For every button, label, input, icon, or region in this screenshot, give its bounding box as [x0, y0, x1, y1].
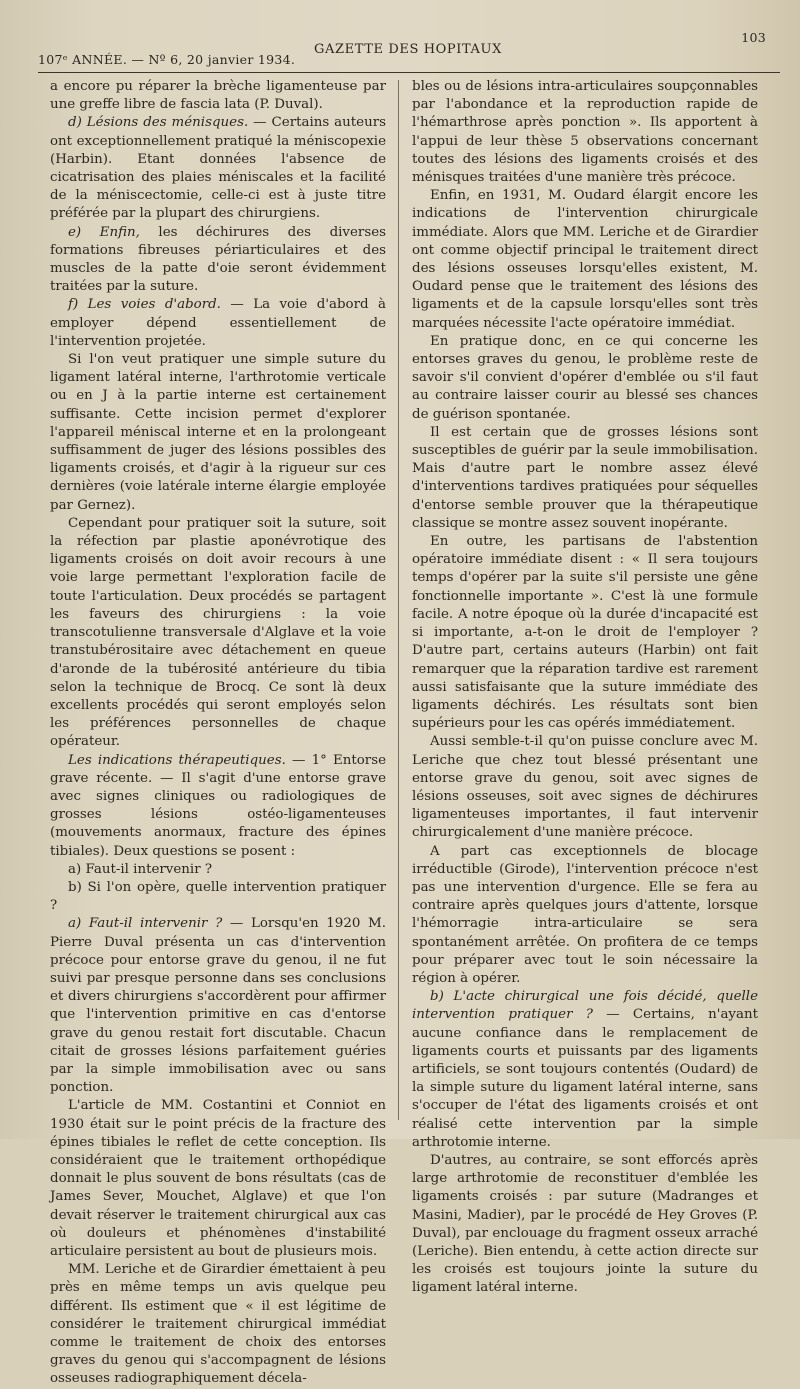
issue-line: 107ᵉ ANNÉE. — Nº 6, 20 janvier 1934.	[38, 52, 296, 67]
paragraph-text: — Certains, n'ayant aucune confiance dans le remplacement de ligaments courts et puissants par des ligaments artificiels, se sont toujours contentés (Oudard) de la simple suture du ligament latéral interne, sans s'occuper de l'état des ligaments croisés et ont réalisé cette intervention par la simple arthrotomie interne.	[412, 1007, 758, 1150]
paragraph-text: — La voie d'abord à employer dépend essentiellement de l'intervention projetée.	[50, 297, 386, 349]
paragraph	[412, 424, 758, 533]
paragraph-lead: Les indications thérapeutiques.	[68, 752, 286, 768]
paragraph	[412, 1152, 758, 1298]
journal-title: GAZETTE DES HOPITAUX	[314, 42, 502, 57]
paragraph-text: les déchirures des diverses formations fibreuses périarticulaires et des muscles de la patte d'oie seront évidemment traitées par la suture.	[50, 224, 386, 295]
paragraph-text: Si l'on veut pratiquer une simple suture du ligament latéral interne, l'arthrotomie verticale ou en J à la partie interne est certainement suffisante. Cette incision permet d'explorer l'appareil méniscal interne et en la prolongeant suffisamment de juger des lésions possibles des ligaments croisés, et d'agir à la rigueur sur ces dernières (voie latérale interne élargie employée par Gernez).	[50, 352, 386, 513]
paragraph-text: — Certains auteurs ont exceptionnellement pratiqué la méniscopexie (Harbin). Etant données l'absence de cicatrisation des plaies méniscales et la facilité de la méniscectomie, celle-ci est à juste titre préférée par la plupart des chirurgiens.	[50, 115, 386, 222]
paragraph	[412, 843, 758, 989]
paragraph	[50, 351, 386, 515]
paragraph	[50, 879, 386, 915]
paragraph-lead: d) Lésions des ménisques.	[68, 115, 249, 131]
paragraph-text: Enfin, en 1931, M. Oudard élargit encore les indications de l'intervention chirurgicale immédiate. Alors que MM. Leriche et de Girardier ont comme objectif principal le traitement direct des lésions osseuses lorsqu'elles existent, M. Oudard pense que le traitement des lésions des ligaments et de la capsule lorsqu'elles sont très marquées nécessite l'acte opératoire immédiat.	[412, 188, 758, 331]
paragraph	[412, 988, 758, 1152]
paragraph	[412, 533, 758, 733]
right-column	[412, 78, 758, 1298]
page-header	[38, 30, 778, 66]
paragraph-lead: a) Faut-il intervenir ?	[68, 916, 223, 932]
paragraph-text: bles ou de lésions intra-articulaires soupçonnables par l'abondance et la reproduction rapide de l'hémarthrose après ponction ». Ils apportent à l'appui de leur thèse 5 observations concernant toutes des lésions des ligaments croisés et des ménisques traitées d'une manière très précoce.	[412, 79, 758, 186]
paragraph-lead: b) L'acte chirurgical une fois décidé, quelle intervention pratiquer ?	[412, 989, 758, 1023]
paragraph	[412, 733, 758, 842]
paragraph-text: Il est certain que de grosses lésions sont susceptibles de guérir par la seule immobilisation. Mais d'autre part le nombre assez élevé d'interventions tardives pratiquées pour séquelles d'entorse semble prouver que la thérapeutique classique se montre assez souvent inopérante.	[412, 424, 758, 531]
paragraph-text: MM. Leriche et de Girardier émettaient à peu près en même temps un avis quelque peu différent. Ils estiment que « il est légitime de considérer le traitement chirurgical immédiat comme le traitement de choix des entorses graves du genou qui s'accompagnent de lésions osseuses radiographiquement décela-	[50, 1262, 386, 1387]
paragraph	[412, 333, 758, 424]
paragraph-text: Cependant pour pratiquer soit la suture, soit la réfection par plastie aponévrotique des ligaments croisés on doit avoir recours à une voie large permettant l'exploration facile de toute l'articulation. Deux procédés se partagent les faveurs des chirurgiens : la voie transcotulienne transversale d'Alglave et la voie transtubérositaire avec détachement en queue d'aronde de la tubérosité antérieure du tibia selon la technique de Brocq. Ce sont là deux excellents procédés qui seront employés selon les préférences personnelles de chaque opérateur.	[50, 515, 386, 750]
paragraph	[50, 861, 386, 879]
paragraph-text: Aussi semble-t-il qu'on puisse conclure avec M. Leriche que chez tout blessé présentant une entorse grave du genou, soit avec signes de lésions osseuses, soit avec signes de déchirures ligamenteuses importantes, il faut intervenir chirurgicalement d'une manière précoce.	[412, 734, 758, 841]
paragraph	[412, 187, 758, 333]
paragraph-text: — 1° Entorse grave récente. — Il s'agit d'une entorse grave avec signes cliniques ou radiologiques de grosses lésions ostéo-ligamenteuses (mouvements anormaux, fracture des épines tibiales). Deux questions se posent :	[50, 752, 386, 859]
paragraph-text: A part cas exceptionnels de blocage irréductible (Girode), l'intervention précoce n'est pas une intervention d'urgence. Elle se fera au contraire après quelques jours d'attente, lorsque l'hémorragie intra-articulaire se sera spontanément arrêtée. On profitera de ce temps pour préparer avec tout le soin nécessaire la région à opérer.	[412, 843, 758, 986]
paragraph-text: b) Si l'on opère, quelle intervention pratiquer ?	[50, 879, 386, 914]
paragraph-text: a encore pu réparer la brèche ligamenteuse par une greffe libre de fascia lata (P. Duval).	[50, 79, 386, 113]
page-number: 103	[741, 30, 766, 45]
paragraph-text: — Lorsqu'en 1920 M. Pierre Duval présenta un cas d'intervention précoce pour entorse grave du genou, il ne fut suivi par presque personne dans ses conclusions et divers chirurgiens s'accordèrent pour affirmer que l'intervention primitive en cas d'entorse grave du genou restait fort discutable. Chacun citait de grosses lésions parfaitement guéries par la simple immobilisation avec ou sans ponction.	[50, 916, 386, 1096]
paragraph-lead: f) Les voies d'abord.	[68, 297, 221, 313]
paragraph	[50, 915, 386, 1097]
paragraph-text: a) Faut-il intervenir ?	[68, 861, 213, 877]
paragraph-text: En pratique donc, en ce qui concerne les entorses graves du genou, le problème reste de savoir s'il convient d'opérer d'emblée ou s'il faut au contraire laisser courir au blessé ses chances de guérison spontanée.	[412, 333, 758, 422]
header-rule	[38, 72, 780, 73]
paragraph	[50, 1261, 386, 1388]
paragraph-text: L'article de MM. Costantini et Conniot en 1930 était sur le point précis de la fracture des épines tibiales le reflet de cette conception. Ils considéraient que le traitement orthopédique donnait le plus souvent de bons résultats (cas de James Sever, Mouchet, Alglave) et que l'on devait réserver le traitement chirurgical aux cas où douleurs et phénomènes d'instabilité articulaire persistent au bout de plusieurs mois.	[50, 1098, 386, 1259]
paragraph	[50, 296, 386, 351]
paragraph	[50, 515, 386, 752]
paragraph-text: D'autres, au contraire, se sont efforcés après large arthrotomie de reconstituer d'emblée les ligaments croisés : par suture (Madranges et Masini, Madier), par le procédé de Hey Groves (P. Duval), par enclouage du fragment osseux arraché (Leriche). Bien entendu, à cette action directe sur les croisés est toujours jointe la suture du ligament latéral interne.	[412, 1152, 758, 1296]
paragraph	[50, 114, 386, 223]
paragraph	[50, 78, 386, 114]
left-column	[50, 78, 386, 1389]
paragraph	[50, 752, 386, 861]
paragraph	[412, 78, 758, 187]
paragraph	[50, 224, 386, 297]
paragraph-lead: e) Enfin,	[68, 224, 140, 240]
paragraph-text: En outre, les partisans de l'abstention opératoire immédiate disent : « Il sera toujours temps d'opérer par la suite s'il persiste une gêne fonctionnelle importante ». C'est là une formule facile. A notre époque où la durée d'incapacité est si importante, a-t-on le droit de l'employer ? D'autre part, certains auteurs (Harbin) ont fait remarquer que la réparation tardive est rarement aussi satisfaisante que la suture immédiate des ligaments déchirés. Les résultats sont bien supérieurs pour les cas opérés immédiatement.	[412, 534, 758, 732]
column-divider	[398, 80, 399, 1120]
paragraph	[50, 1097, 386, 1261]
